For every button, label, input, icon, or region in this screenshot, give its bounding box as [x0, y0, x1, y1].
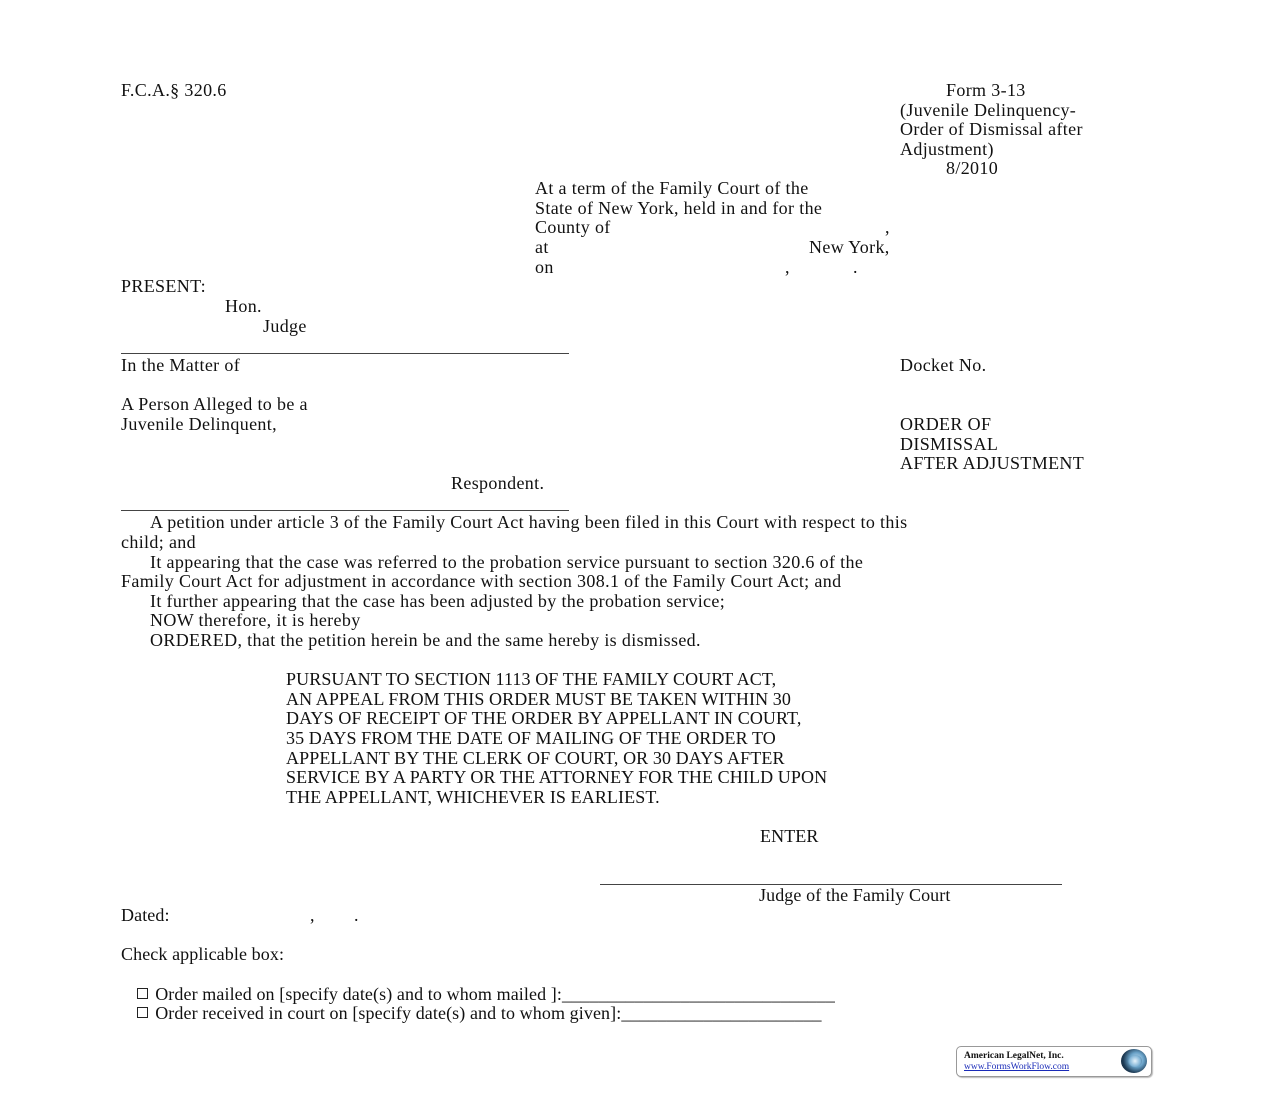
appeal-notice-line5: APPELLANT BY THE CLERK OF COURT, OR 30 DAYS AFTER [286, 748, 785, 768]
court-term-line1: At a term of the Family Court of the [535, 178, 809, 198]
caption-top-rule [121, 353, 569, 354]
county-comma: , [885, 217, 890, 237]
appeal-notice-line3: DAYS OF RECEIPT OF THE ORDER BY APPELLANT IN COURT, [286, 708, 802, 728]
county-label: County of [535, 217, 611, 237]
respondent-label: Respondent. [451, 473, 545, 493]
judge-label: Judge [263, 316, 307, 336]
recital-referral-line1: It appearing that the case was referred to the probation service pursuant to section 320.6 of the [150, 552, 864, 572]
person-alleged-line2: Juvenile Delinquent, [121, 414, 277, 434]
appeal-notice-line1: PURSUANT TO SECTION 1113 OF THE FAMILY COURT ACT, [286, 669, 777, 689]
globe-icon [1121, 1049, 1147, 1073]
caption-bottom-rule [121, 510, 569, 511]
court-term-line2: State of New York, held in and for the [535, 198, 823, 218]
recital-now-therefore: NOW therefore, it is hereby [150, 610, 361, 630]
present-label: PRESENT: [121, 276, 206, 296]
enter-label: ENTER [760, 826, 819, 846]
on-label: on [535, 257, 554, 277]
ordered-clause: ORDERED, that the petition herein be and the same hereby is dismissed. [150, 630, 701, 650]
recital-petition-line2: child; and [121, 532, 196, 552]
appeal-notice-line2: AN APPEAL FROM THIS ORDER MUST BE TAKEN WITHIN 30 [286, 689, 791, 709]
at-label: at [535, 237, 549, 257]
checkbox-row-received[interactable] [128, 984, 822, 1023]
form-description-line2: Order of Dismissal after [900, 119, 1083, 139]
order-mailed-label: Order mailed on [specify date(s) and to whom mailed ]: [155, 983, 562, 1004]
form-description-line1: (Juvenile Delinquency- [900, 100, 1077, 120]
american-legalnet-logo[interactable] [956, 1046, 1152, 1077]
logo-company-name: American LegalNet, Inc. [964, 1051, 1064, 1061]
date-period: . [853, 257, 858, 277]
dated-comma: , [310, 905, 315, 925]
dated-period: . [354, 905, 359, 925]
checkbox-order-received[interactable] [137, 1007, 148, 1018]
appeal-notice-line7: THE APPELLANT, WHICHEVER IS EARLIEST. [286, 787, 660, 807]
docket-number-label: Docket No. [900, 355, 987, 375]
hon-label: Hon. [225, 296, 262, 316]
order-mailed-blank[interactable]: ______________________________ [561, 983, 835, 1004]
order-title-line3: AFTER ADJUSTMENT [900, 453, 1085, 473]
person-alleged-line1: A Person Alleged to be a [121, 394, 308, 414]
appeal-notice-line6: SERVICE BY A PARTY OR THE ATTORNEY FOR THE CHILD UPON [286, 767, 828, 787]
order-received-label: Order received in court on [specify date(s) and to whom given]: [155, 1002, 622, 1023]
dated-label: Dated: [121, 905, 170, 925]
form-revision-date: 8/2010 [946, 158, 999, 178]
check-applicable-heading: Check applicable box: [121, 944, 285, 964]
logo-url-link[interactable]: www.FormsWorkFlow.com [964, 1062, 1070, 1072]
recital-referral-line2: Family Court Act for adjustment in accordance with section 308.1 of the Family Court Act; and [121, 571, 842, 591]
in-the-matter-of: In the Matter of [121, 355, 241, 375]
date-comma: , [785, 257, 790, 277]
order-title-line1: ORDER OF [900, 414, 992, 434]
order-title-line2: DISMISSAL [900, 434, 999, 454]
form-number: Form 3-13 [946, 80, 1026, 100]
recital-petition-line1: A petition under article 3 of the Family Court Act having been filed in this Court with respect to this [150, 512, 908, 532]
form-description-line3: Adjustment) [900, 139, 994, 159]
recital-adjusted: It further appearing that the case has been adjusted by the probation service; [150, 591, 726, 611]
state-name: New York, [809, 237, 890, 257]
statute-reference: F.C.A.§ 320.6 [121, 80, 227, 100]
judge-title: Judge of the Family Court [759, 885, 951, 905]
order-received-blank[interactable]: ______________________ [621, 1002, 822, 1023]
appeal-notice-line4: 35 DAYS FROM THE DATE OF MAILING OF THE ORDER TO [286, 728, 776, 748]
